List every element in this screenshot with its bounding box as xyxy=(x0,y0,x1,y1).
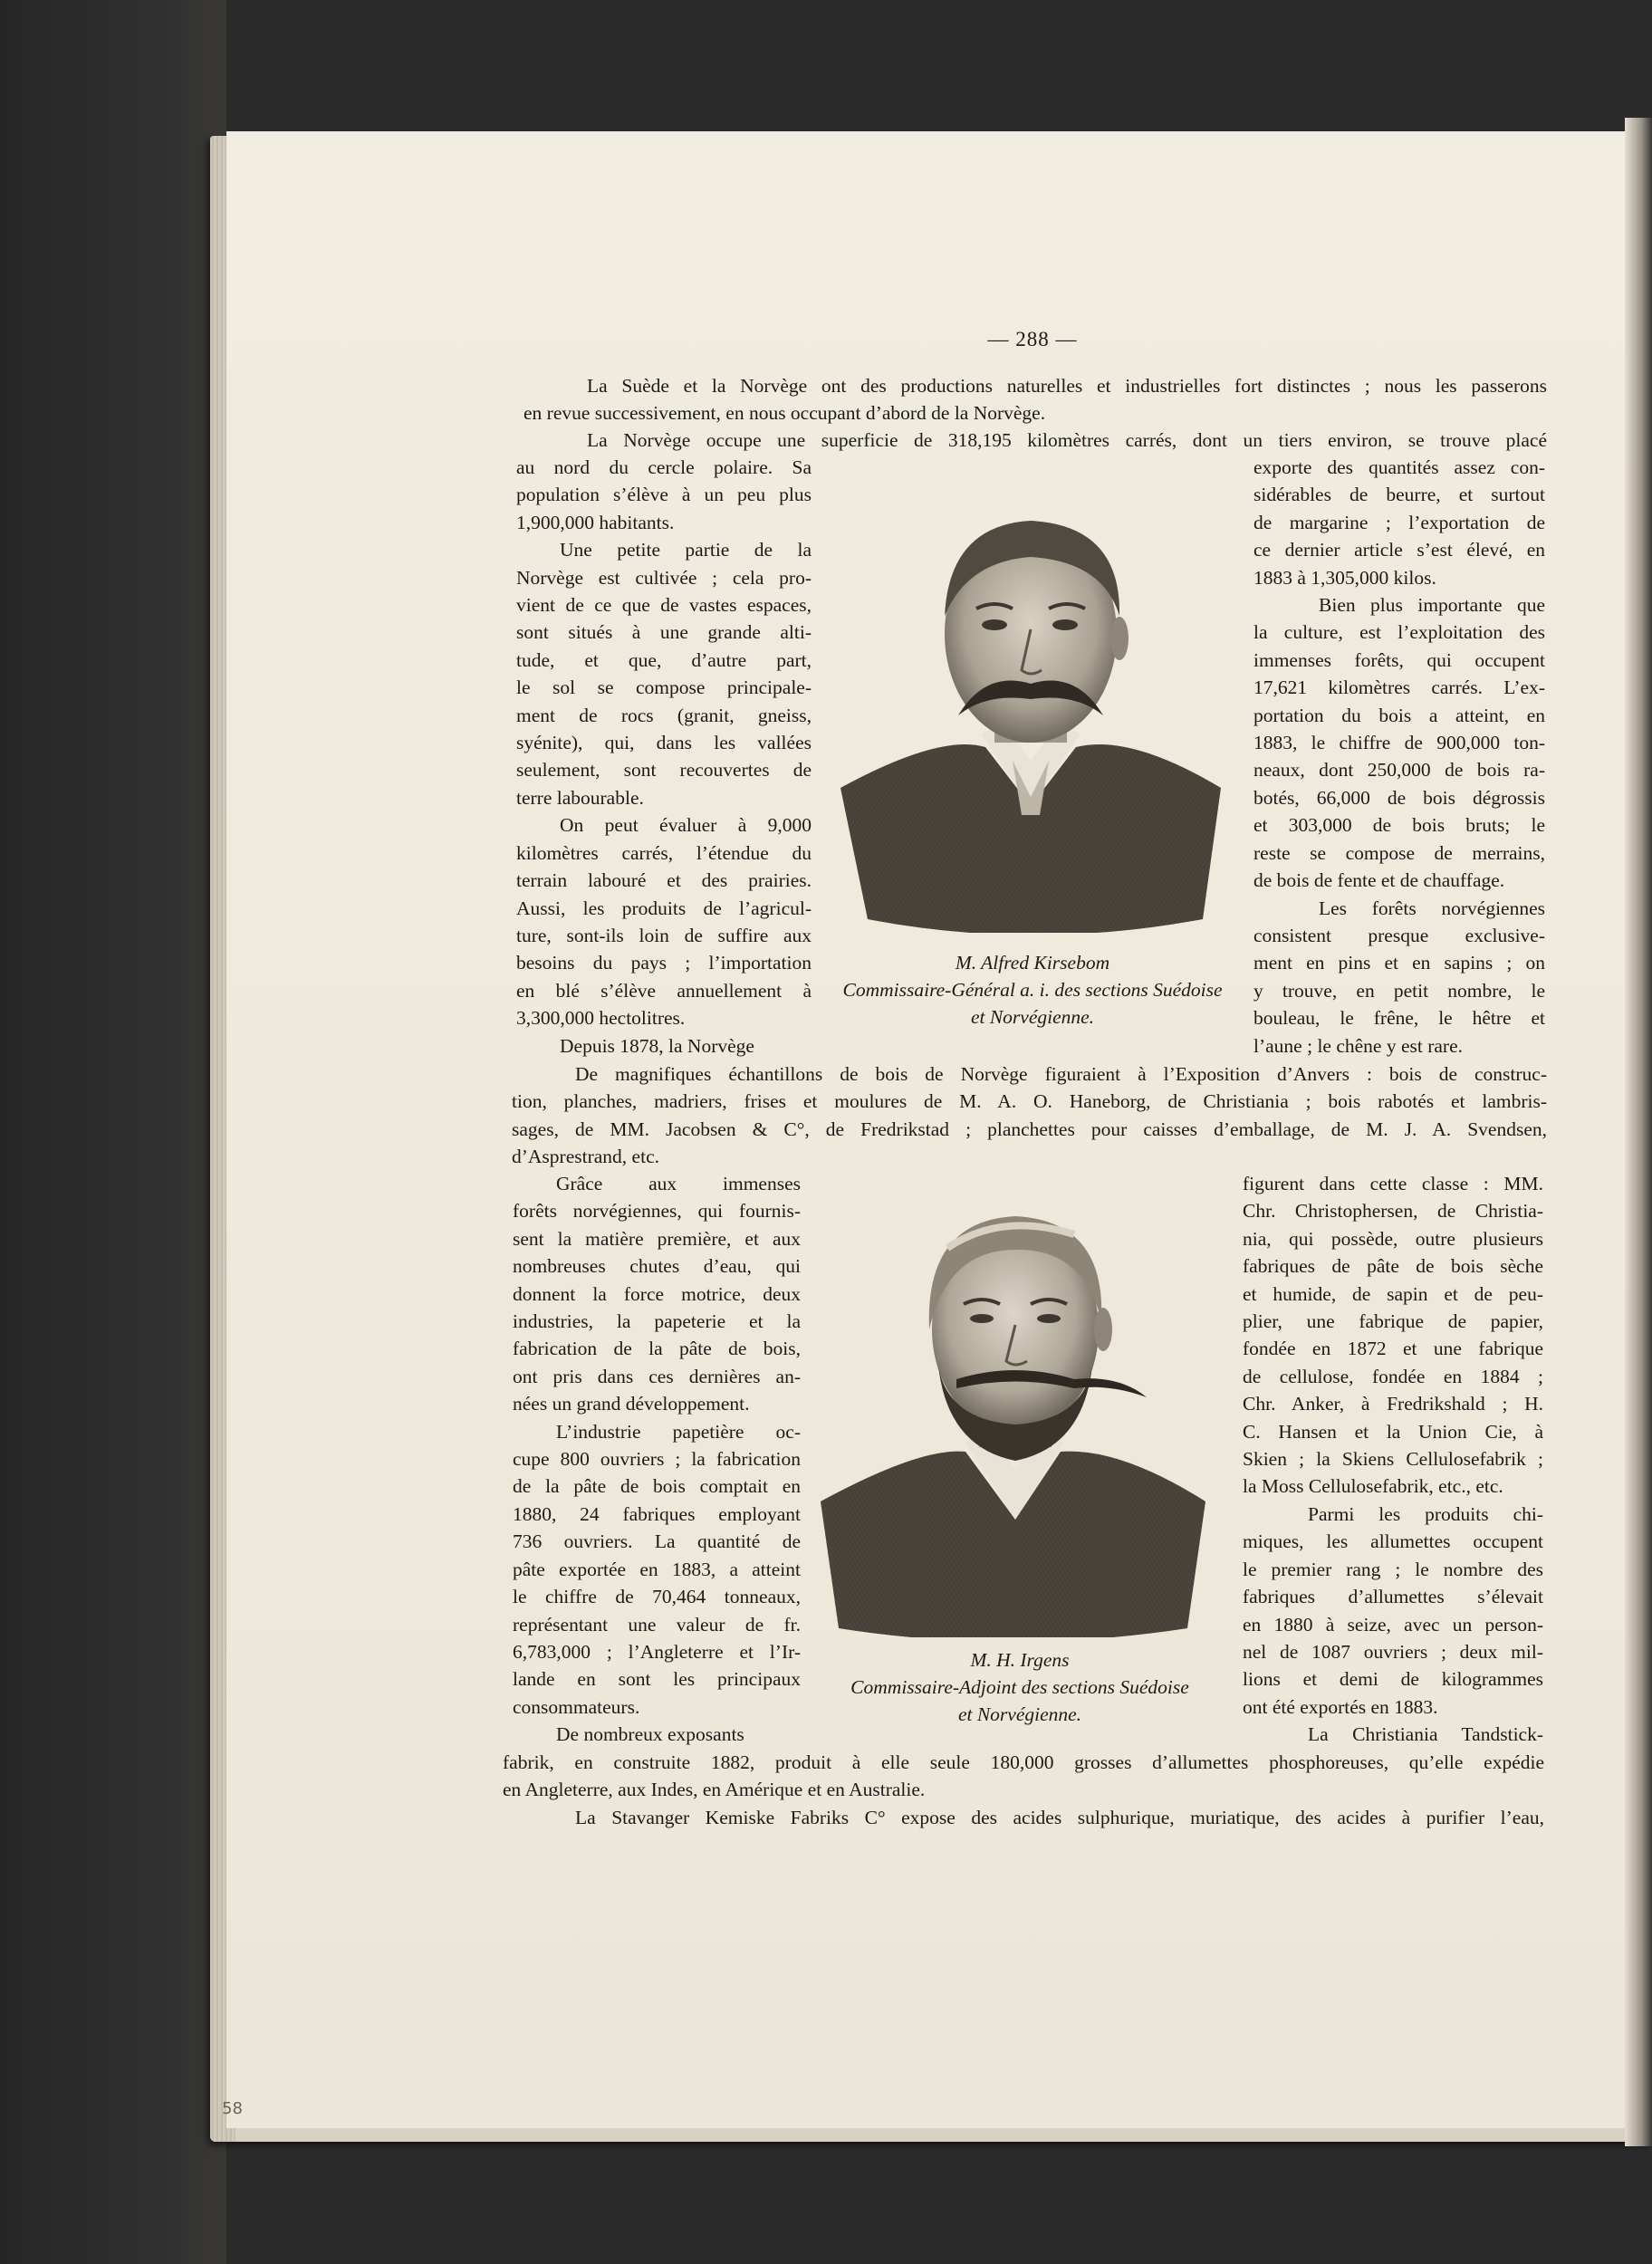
text-line: sidérables de beurre, et surtout xyxy=(1253,484,1545,506)
block1-left-column xyxy=(516,454,812,1060)
text-line: De nombreux exposants xyxy=(556,1723,744,1746)
text-line: représentant une valeur de fr. xyxy=(513,1613,801,1636)
portrait1-title-cont: et Norvégienne. xyxy=(970,1006,1095,1028)
text-line: botés, 66,000 de bois dégrossis xyxy=(1253,786,1545,809)
text-line: ture, sont-ils loin de suffire aux xyxy=(516,924,812,946)
text-line: Les forêts norvégiennes xyxy=(1319,897,1545,919)
intro-line-2: en revue successivement, en nous occupant d’abord de la Norvège. xyxy=(523,402,1046,424)
portrait2-name: M. H. Irgens xyxy=(970,1649,1070,1671)
text-line: fabriques d’allumettes s’élevait xyxy=(1243,1586,1543,1608)
text-line: pâte exportée en 1883, a atteint xyxy=(513,1558,801,1580)
text-line: seulement, sont recouvertes de xyxy=(516,759,812,782)
text-line: Grâce aux immenses xyxy=(556,1173,801,1194)
text-line: consistent presque exclusive- xyxy=(1253,924,1545,946)
text-line: et 303,000 de bois bruts; le xyxy=(1253,814,1545,837)
portrait1-title: Commissaire-Général a. i. des sections Suédoise xyxy=(842,979,1223,1001)
book-right-edge xyxy=(1625,118,1652,2146)
corner-mark: 58 xyxy=(222,2099,243,2118)
text-line: industries, la papeterie et la xyxy=(513,1310,801,1333)
block1-right-column xyxy=(1253,454,1545,1060)
text-line: L’industrie papetière oc- xyxy=(556,1420,801,1443)
text-line: 6,783,000 ; l’Angleterre et l’Ir- xyxy=(513,1640,801,1663)
text-line: 1880, 24 fabriques employant xyxy=(513,1502,801,1525)
page-number: — 288 — xyxy=(987,328,1078,350)
text-line: figurent dans cette classe : MM. xyxy=(1243,1173,1543,1194)
intro-paragraph-2-first-line: La Norvège occupe une superficie de 318,195 kilomètres carrés, dont un tiers environ, se trouve placé xyxy=(587,429,1547,451)
text-line: au nord du cercle polaire. Sa xyxy=(516,456,812,478)
text-line: Aussi, les produits de l’agricul- xyxy=(516,897,812,919)
text-line: ment en pins et en sapins ; on xyxy=(1253,952,1545,974)
text-line: Skien ; la Skiens Cellulosefabrik ; xyxy=(1243,1448,1543,1471)
text-line: 3,300,000 hectolitres. xyxy=(516,1007,686,1030)
portrait1-caption xyxy=(815,949,1250,1031)
text-line: nel de 1087 ouvriers ; deux mil- xyxy=(1243,1640,1543,1663)
text-line: d’Asprestrand, etc. xyxy=(512,1146,659,1168)
text-line: la culture, est l’exploitation des xyxy=(1253,621,1545,644)
text-line: la Moss Cellulosefabrik, etc., etc. xyxy=(1243,1475,1503,1498)
portrait2-caption xyxy=(812,1646,1228,1728)
text-line: de margarine ; l’exportation de xyxy=(1253,511,1545,533)
text-line: en Angleterre, aux Indes, en Amérique et en Australie. xyxy=(503,1779,926,1801)
text-line: cupe 800 ouvriers ; la fabrication xyxy=(513,1448,801,1471)
text-line: sont situés à une grande alti- xyxy=(516,621,812,644)
text-line: forêts norvégiennes, qui fournis- xyxy=(513,1200,801,1223)
text-line: en blé s’élève annuellement à xyxy=(516,979,812,1002)
text-line: Une petite partie de la xyxy=(560,539,812,561)
text-line: consommateurs. xyxy=(513,1695,640,1718)
text-line: sages, de MM. Jacobsen & C°, de Fredrikstad ; planchettes pour caisses d’emballage, de M. J. A. Svendsen, xyxy=(512,1118,1547,1140)
text-line: kilomètres carrés, l’étendue du xyxy=(516,841,812,864)
text-line: De magnifiques échantillons de bois de Norvège figuraient à l’Exposition d’Anvers : bois de construc- xyxy=(575,1063,1547,1085)
text-line: Depuis 1878, la Norvège xyxy=(560,1034,754,1057)
text-line: en 1880 à seize, avec un person- xyxy=(1243,1613,1543,1636)
text-line: Parmi les produits chi- xyxy=(1308,1502,1543,1525)
text-line: tude, et que, d’autre part, xyxy=(516,648,812,671)
text-line: On peut évaluer à 9,000 xyxy=(560,814,812,837)
block2-left-column xyxy=(513,1170,801,1749)
text-line: syénite), qui, dans les vallées xyxy=(516,732,812,754)
engraved-portrait-1 xyxy=(831,489,1230,933)
text-line: donnent la force motrice, deux xyxy=(513,1282,801,1305)
text-line: reste se compose de merrains, xyxy=(1253,841,1545,864)
text-line: lande en sont les principaux xyxy=(513,1668,801,1691)
text-line: y trouve, en petit nombre, le xyxy=(1253,979,1545,1002)
text-line: 1883 à 1,305,000 kilos. xyxy=(1253,566,1436,589)
text-line: fabriques de pâte de bois sèche xyxy=(1243,1255,1543,1278)
text-line: le premier rang ; le nombre des xyxy=(1243,1558,1543,1580)
text-line: Norvège est cultivée ; cela pro- xyxy=(516,566,812,589)
text-line: terre labourable. xyxy=(516,786,644,809)
text-line: l’aune ; le chêne y est rare. xyxy=(1253,1034,1463,1057)
text-line: ment de rocs (granit, gneiss, xyxy=(516,704,812,726)
text-line: 1883, le chiffre de 900,000 ton- xyxy=(1253,732,1545,754)
text-line: neaux, dont 250,000 de bois ra- xyxy=(1253,759,1545,782)
text-line: nombreuses chutes d’eau, qui xyxy=(513,1255,801,1278)
text-line: ce dernier article s’est élevé, en xyxy=(1253,539,1545,561)
text-line: fondée en 1872 et une fabrique xyxy=(1243,1338,1543,1360)
text-line: bouleau, le frêne, le hêtre et xyxy=(1253,1007,1545,1030)
portrait2-title: Commissaire-Adjoint des sections Suédoise xyxy=(850,1676,1189,1698)
text-line: lions et demi de kilogrammes xyxy=(1243,1668,1543,1691)
text-line: le sol se compose principale- xyxy=(516,676,812,699)
text-line: nées un grand développement. xyxy=(513,1393,750,1415)
portrait1-name: M. Alfred Kirsebom xyxy=(955,952,1110,974)
text-line: C. Hansen et la Union Cie, à xyxy=(1243,1420,1543,1443)
portrait-alfred-kirsebom xyxy=(831,489,1230,933)
text-line: Bien plus importante que xyxy=(1319,594,1545,617)
text-line: Chr. Anker, à Fredrikshald ; H. xyxy=(1243,1393,1543,1415)
portrait-h-irgens xyxy=(821,1194,1219,1637)
closing-paragraph xyxy=(503,1749,1544,1831)
text-line: terrain labouré et des prairies. xyxy=(516,869,812,892)
text-line: tion, planches, madriers, frises et moulures de M. A. O. Haneborg, de Christiania ; bois rabotés et lambris- xyxy=(512,1090,1547,1113)
text-line: besoins du pays ; l’importation xyxy=(516,952,812,974)
text-line: vient de ce que de vastes espaces, xyxy=(516,594,812,617)
text-line: et humide, de sapin et de peu- xyxy=(1243,1282,1543,1305)
intro-line-1: La Suède et la Norvège ont des productions naturelles et industrielles fort distinctes ; nous les passerons xyxy=(587,375,1547,397)
text-line: miques, les allumettes occupent xyxy=(1243,1530,1543,1553)
text-line: immenses forêts, qui occupent xyxy=(1253,648,1545,671)
text-line: Chr. Christophersen, de Christia- xyxy=(1243,1200,1543,1223)
text-line: La Christiania Tandstick- xyxy=(1308,1723,1543,1746)
portrait2-title-cont: et Norvégienne. xyxy=(957,1703,1082,1725)
text-line: La Stavanger Kemiske Fabriks C° expose des acides sulphurique, muriatique, des acides à purifier l’eau, xyxy=(575,1806,1544,1828)
text-line: fabrication de la pâte de bois, xyxy=(513,1338,801,1360)
text-line: de la pâte de bois comptait en xyxy=(513,1475,801,1498)
dark-background xyxy=(0,0,226,2264)
text-line: 1,900,000 habitants. xyxy=(516,511,675,533)
text-line: 17,621 kilomètres carrés. L’ex- xyxy=(1253,676,1545,699)
text-line: plier, une fabrique de papier, xyxy=(1243,1310,1543,1333)
text-line: population s’élève à un peu plus xyxy=(516,484,812,506)
text-line: le chiffre de 70,464 tonneaux, xyxy=(513,1586,801,1608)
text-line: portation du bois a atteint, en xyxy=(1253,704,1545,726)
text-line: fabrik, en construite 1882, produit à elle seule 180,000 grosses d’allumettes phosphoreuses, qu’elle expédie xyxy=(503,1751,1544,1773)
text-line: de bois de fente et de chauffage. xyxy=(1253,869,1505,892)
text-line: de cellulose, fondée en 1884 ; xyxy=(1243,1365,1543,1387)
middle-paragraph xyxy=(512,1060,1547,1171)
text-line: exporte des quantités assez con- xyxy=(1253,456,1545,478)
text-line: sent la matière première, et aux xyxy=(513,1227,801,1250)
engraved-portrait-2 xyxy=(821,1194,1219,1637)
block2-right-column xyxy=(1243,1170,1543,1749)
text-line: ont été exportés en 1883. xyxy=(1243,1695,1438,1718)
text-line: ont pris dans ces dernières an- xyxy=(513,1365,801,1387)
text-line: 736 ouvriers. La quantité de xyxy=(513,1530,801,1553)
text-line: nia, qui possède, outre plusieurs xyxy=(1243,1227,1543,1250)
